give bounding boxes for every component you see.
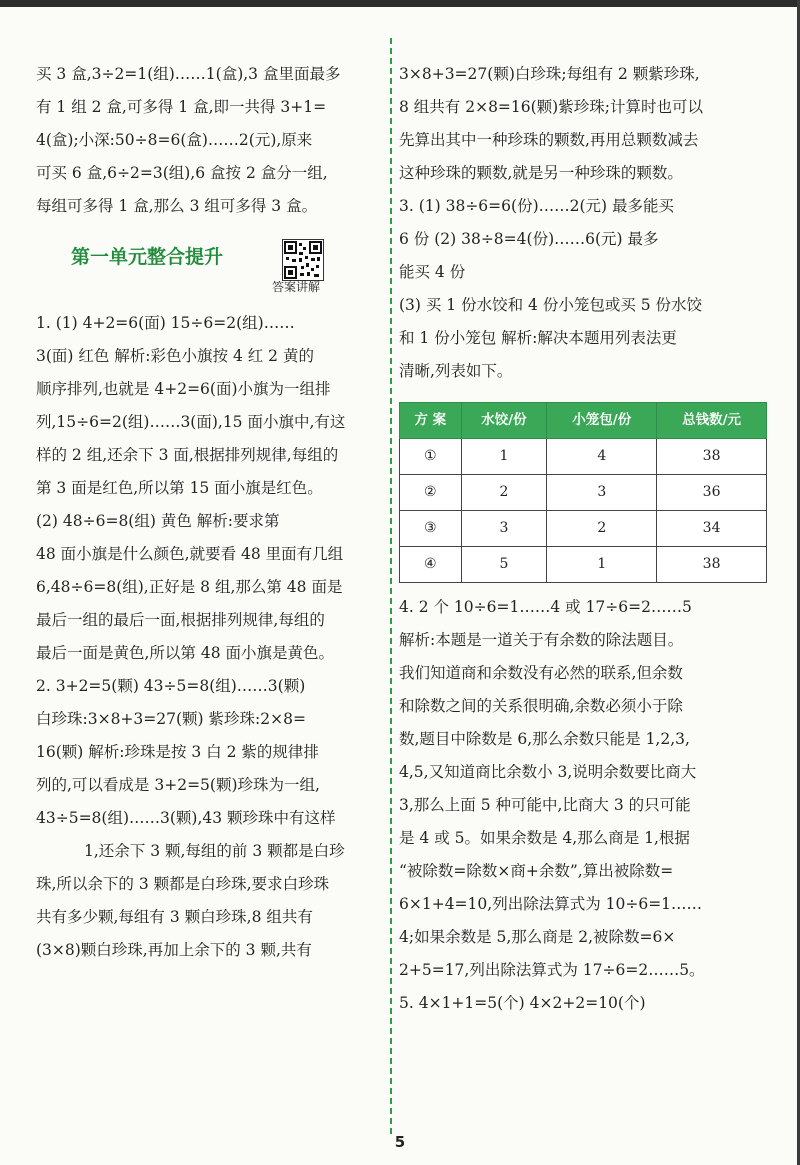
table-row (400, 439, 767, 475)
table-cell: 2 (461, 475, 547, 511)
text-line: 白珍珠:3×8+3=27(颗) 紫珍珠:2×8= (36, 710, 306, 728)
text-line: 清晰,列表如下。 (399, 362, 513, 380)
text-line: 6×1+4=10,列出除法算式为 10÷6=1…… (399, 895, 703, 913)
text-line: 这种珍珠的颗数,就是另一种珍珠的颗数。 (399, 164, 683, 182)
left-column (36, 58, 376, 967)
text-line: 4,5,又知道商比余数小 3,说明余数要比商大 (399, 763, 697, 781)
table-header-row (400, 403, 767, 439)
text-line: 8 组共有 2×8=16(颗)紫珍珠;计算时也可以 (399, 98, 703, 116)
section-header (36, 237, 376, 307)
table-cell: 1 (461, 439, 547, 475)
text-line: 最后一面是黄色,所以第 48 面小旗是黄色。 (36, 644, 335, 662)
qr-caption: 答案讲解 (272, 280, 321, 294)
text-line: 列的,可以看成是 3+2=5(颗)珍珠为一组, (36, 776, 320, 794)
text-line: 16(颗) 解析:珍珠是按 3 白 2 紫的规律排 (36, 743, 319, 761)
text-line: 2+5=17,列出除法算式为 17÷6=2……5。 (399, 961, 705, 979)
continued-paragraph (399, 58, 767, 190)
text-line: 共有多少颗,每组有 3 颗白珍珠,8 组共有 (36, 908, 313, 926)
text-line: (3×8)颗白珍珠,再加上余下的 3 颗,共有 (36, 941, 312, 959)
text-line: 和 1 份小笼包 解析:解决本题用列表法更 (399, 329, 677, 347)
table-row (400, 547, 767, 583)
question-2 (36, 670, 376, 967)
table-cell: 3 (547, 475, 657, 511)
text-line: “被除数=除数×商+余数”,算出被除数= (399, 862, 674, 880)
column-header: 水饺/份 (461, 403, 547, 439)
text-line: 珠,所以余下的 3 颗都是白珍珠,要求白珍珠 (36, 875, 330, 893)
table-cell: ① (400, 439, 462, 475)
text-line: 2. 3+2=5(颗) 43÷5=8(组)……3(颗) (36, 677, 306, 695)
text-line: 48 面小旗是什么颜色,就要看 48 里面有几组 (36, 545, 344, 563)
text-line: 数,题目中除数是 6,那么余数只能是 1,2,3, (399, 730, 690, 748)
text-line: 是 4 或 5。如果余数是 4,那么商是 1,根据 (399, 829, 690, 847)
table-cell: 36 (657, 475, 767, 511)
table-cell: 34 (657, 511, 767, 547)
table-cell: ④ (400, 547, 462, 583)
text-line: 最后一组的最后一面,根据排列规律,每组的 (36, 611, 325, 629)
table-row (400, 475, 767, 511)
text-line: 3,那么上面 5 种可能中,比商大 3 的只可能 (399, 796, 691, 814)
text-line: 每组可多得 1 盒,那么 3 组可多得 3 盒。 (36, 197, 318, 215)
qr-code-icon[interactable] (282, 239, 324, 281)
text-line: 和除数之间的关系很明确,余数必须小于除 (399, 697, 683, 715)
section-title: 第一单元整合提升 (71, 246, 224, 268)
page-number: 5 (394, 1133, 406, 1151)
text-line: 6 份 (2) 38÷8=4(份)……6(元) 最多 (399, 230, 659, 248)
text-line: 我们知道商和余数没有必然的联系,但余数 (399, 664, 683, 682)
table-cell: 2 (547, 511, 657, 547)
table-cell: 5 (461, 547, 547, 583)
text-line: 解析:本题是一道关于有余数的除法题目。 (399, 631, 684, 649)
text-line: (3) 买 1 份水饺和 4 份小笼包或买 5 份水饺 (399, 296, 703, 314)
table-cell: 3 (461, 511, 547, 547)
text-line: 第 3 面是红色,所以第 15 面小旗是红色。 (36, 479, 323, 497)
text-line: 买 3 盒,3÷2=1(组)……1(盒),3 盒里面最多 (36, 65, 341, 83)
column-header: 总钱数/元 (657, 403, 767, 439)
question-3 (399, 190, 767, 388)
table-cell: 4 (547, 439, 657, 475)
table-cell: 38 (657, 439, 767, 475)
text-line: (2) 48÷6=8(组) 黄色 解析:要求第 (36, 512, 280, 530)
column-header: 方 案 (400, 403, 462, 439)
text-line: 3. (1) 38÷6=6(份)……2(元) 最多能买 (399, 197, 674, 215)
intro-paragraph (36, 58, 376, 223)
table-cell: ③ (400, 511, 462, 547)
text-line: 4;如果余数是 5,那么商是 2,被除数=6× (399, 928, 676, 946)
text-line: 1. (1) 4+2=6(面) 15÷6=2(组)…… (36, 314, 295, 332)
table-cell: 38 (657, 547, 767, 583)
text-line: 有 1 组 2 盒,可多得 1 盒,即一共得 3+1= (36, 98, 327, 116)
text-line: 4(盒);小深:50÷8=6(盒)……2(元),原来 (36, 131, 313, 149)
text-line: 样的 2 组,还余下 3 面,根据排列规律,每组的 (36, 446, 339, 464)
text-line: 1,还余下 3 颗,每组的前 3 颗都是白珍 (84, 842, 345, 860)
plan-table-container (399, 402, 767, 583)
plan-table (399, 402, 767, 583)
text-line: 顺序排列,也就是 4+2=6(面)小旗为一组排 (36, 380, 331, 398)
scan-top-edge (0, 0, 800, 7)
question-5 (399, 987, 767, 1020)
text-line: 可买 6 盒,6÷2=3(组),6 盒按 2 盒分一组, (36, 164, 328, 182)
question-4 (399, 591, 767, 987)
text-line: 3×8+3=27(颗)白珍珠;每组有 2 颗紫珍珠, (399, 65, 700, 83)
table-row (400, 511, 767, 547)
text-line: 先算出其中一种珍珠的颗数,再用总颗数减去 (399, 131, 699, 149)
text-line: 6,48÷6=8(组),正好是 8 组,那么第 48 面是 (36, 578, 343, 596)
text-line: 列,15÷6=2(组)……3(面),15 面小旗中,有这 (36, 413, 346, 431)
text-line: 4. 2 个 10÷6=1……4 或 17÷6=2……5 (399, 598, 692, 616)
column-divider (390, 38, 392, 1134)
text-line: 3(面) 红色 解析:彩色小旗按 4 红 2 黄的 (36, 347, 314, 365)
table-cell: ② (400, 475, 462, 511)
table-cell: 1 (547, 547, 657, 583)
text-line: 43÷5=8(组)……3(颗),43 颗珍珠中有这样 (36, 809, 336, 827)
right-column (399, 58, 767, 1020)
question-1 (36, 307, 376, 670)
column-header: 小笼包/份 (547, 403, 657, 439)
text-line: 5. 4×1+1=5(个) 4×2+2=10(个) (399, 994, 646, 1012)
text-line: 能买 4 份 (399, 263, 466, 281)
